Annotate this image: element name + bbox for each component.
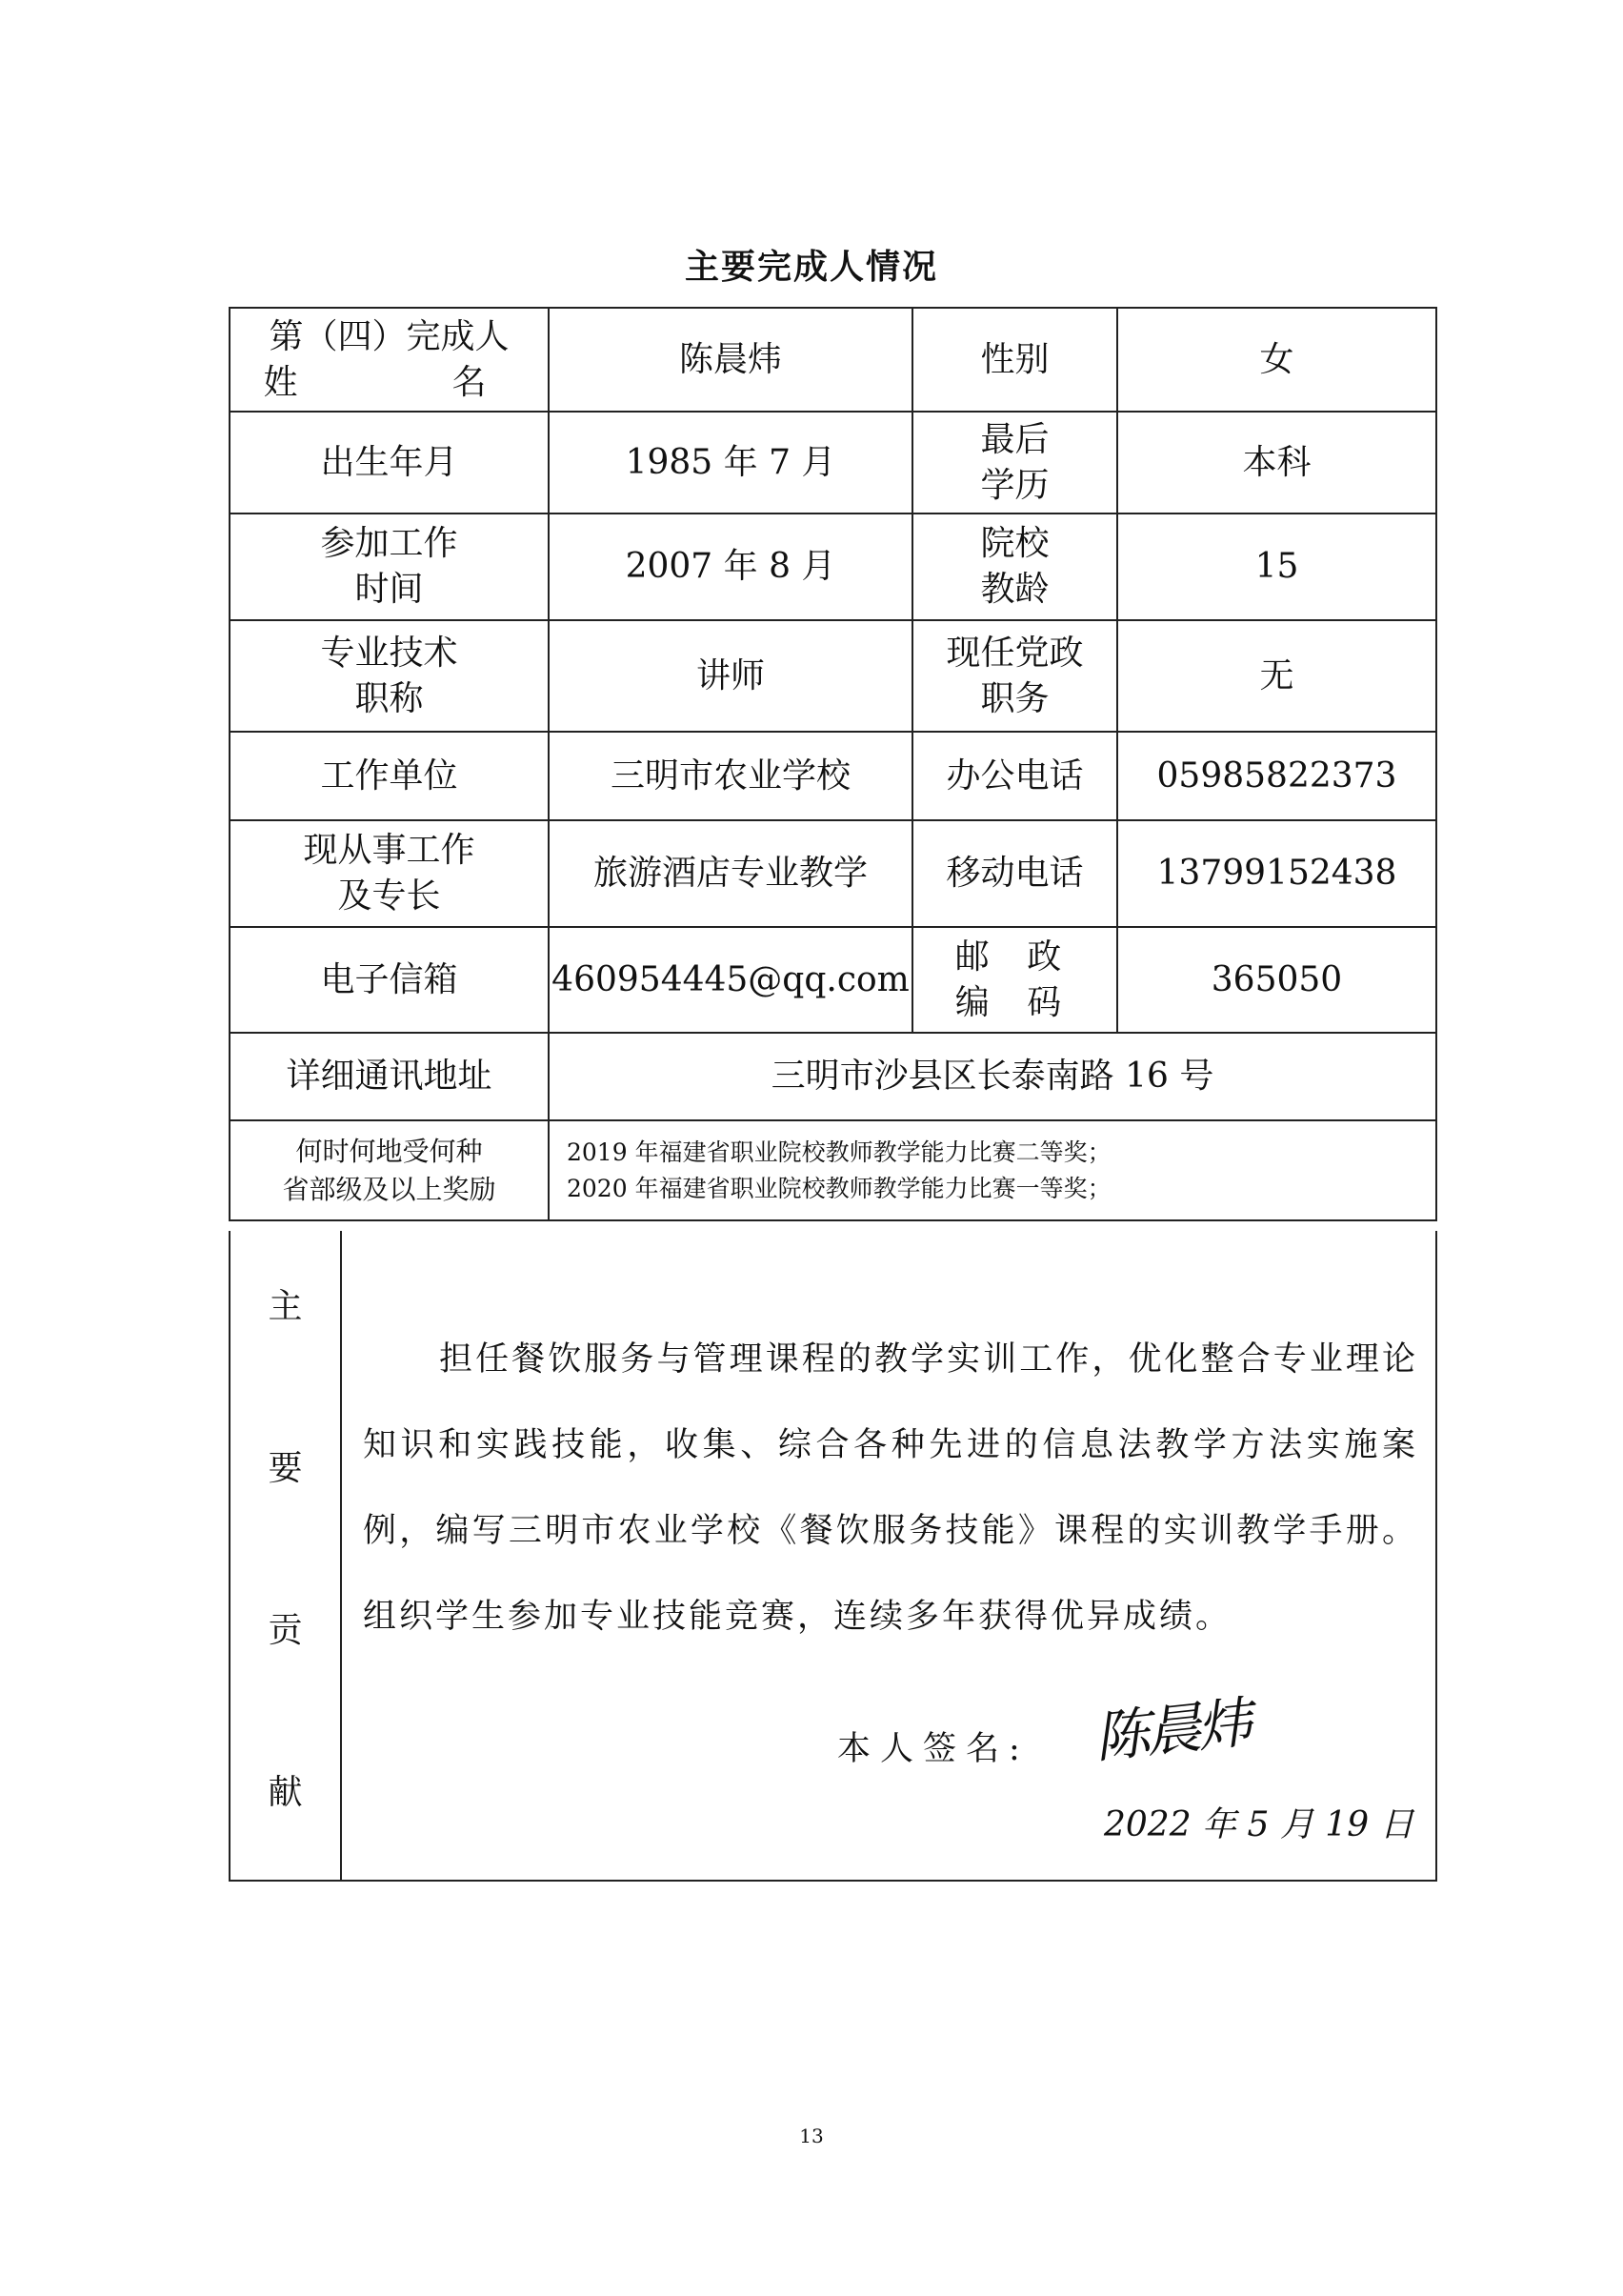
- party-position-label: 现任党政 职务: [912, 620, 1117, 732]
- handwritten-signature: 陈晨炜: [1091, 1689, 1252, 1771]
- education-value: 本科: [1117, 412, 1436, 514]
- prof-title-label: 专业技术 职称: [230, 620, 549, 732]
- gender-value: 女: [1117, 308, 1436, 412]
- office-phone-value: 05985822373: [1117, 732, 1436, 820]
- teach-years-label: 院校 教龄: [912, 514, 1117, 620]
- award-item: 2019 年福建省职业院校教师教学能力比赛二等奖；: [567, 1138, 1112, 1166]
- email-value: 460954445@qq.com: [549, 927, 912, 1033]
- contribution-table: [229, 1231, 1437, 1882]
- party-position-value: 无: [1117, 620, 1436, 732]
- contribution-content: [341, 1231, 1436, 1881]
- award-item: 2020 年福建省职业院校教师教学能力比赛一等奖；: [567, 1174, 1112, 1202]
- signature-label: 本人签名:: [837, 1730, 1030, 1768]
- prof-title-value: 讲师: [549, 620, 912, 732]
- work-start-value: 2007 年 8 月: [549, 514, 912, 620]
- address-value: 三明市沙县区长泰南路 16 号: [549, 1033, 1436, 1120]
- current-job-label: 现从事工作 及专长: [230, 820, 549, 927]
- gender-label: 性别: [912, 308, 1117, 412]
- birth-label: 出生年月: [230, 412, 549, 514]
- mobile-value: 13799152438: [1117, 820, 1436, 927]
- postcode-label: 邮 政 编 码: [912, 927, 1117, 1033]
- birth-value: 1985 年 7 月: [549, 412, 912, 514]
- award-label: 何时何地受何种 省部级及以上奖励: [230, 1120, 549, 1220]
- email-label: 电子信箱: [230, 927, 549, 1033]
- postcode-value: 365050: [1117, 927, 1436, 1033]
- name-value: 陈晨炜: [549, 308, 912, 412]
- award-list: [549, 1120, 1436, 1220]
- page-title: 主要完成人情况: [684, 248, 938, 287]
- work-start-label: 参加工作 时间: [230, 514, 549, 620]
- address-label: 详细通讯地址: [230, 1033, 549, 1120]
- education-label: 最后 学历: [912, 412, 1117, 514]
- contribution-label: 主 要 贡 献: [230, 1231, 341, 1881]
- name-label: 第（四）完成人 姓 名: [230, 308, 549, 412]
- current-job-value: 旅游酒店专业教学: [549, 820, 912, 927]
- page-number: 13: [799, 2125, 824, 2147]
- personnel-info-table: [229, 307, 1437, 1221]
- contribution-text: 担任餐饮服务与管理课程的教学实训工作，优化整合专业理论知识和实践技能，收集、综合各种先进的信息法教学方法实施案例，编写三明市农业学校《餐饮服务技能》课程的实训教学手册。组织学生参加专业技能竞赛，连续多年获得优异成绩。: [363, 1340, 1418, 1636]
- office-phone-label: 办公电话: [912, 732, 1117, 820]
- signature-date: 2022 年 5 月 19 日: [1104, 1805, 1414, 1844]
- work-unit-label: 工作单位: [230, 732, 549, 820]
- teach-years-value: 15: [1117, 514, 1436, 620]
- mobile-label: 移动电话: [912, 820, 1117, 927]
- work-unit-value: 三明市农业学校: [549, 732, 912, 820]
